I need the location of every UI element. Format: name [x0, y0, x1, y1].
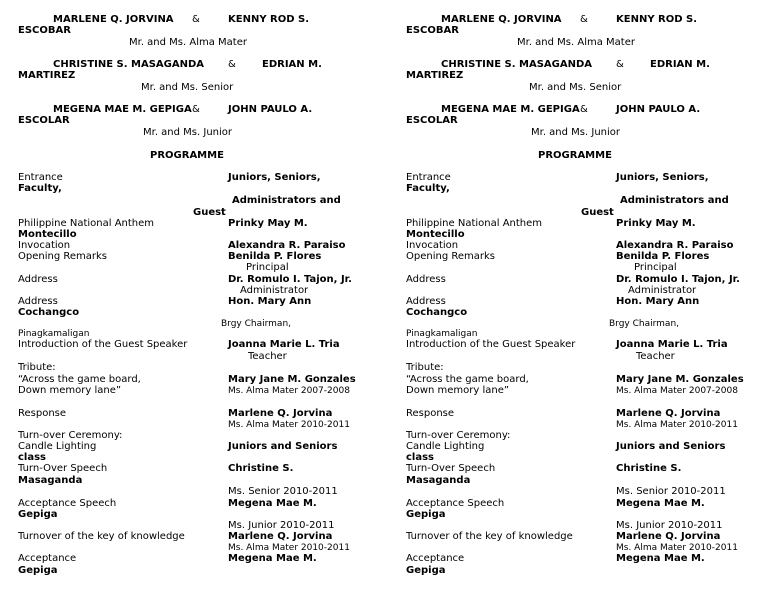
program-opening-role: Principal [246, 262, 289, 273]
program-opening: Opening Remarks [18, 251, 107, 262]
program-key-who: Marlene Q. Jorvina [228, 531, 333, 542]
program-address-1: Address [406, 274, 446, 285]
couple-3-title: Mr. and Ms. Junior [143, 127, 232, 138]
couple-3-amp: & [192, 104, 200, 115]
program-turnover-speech-who: Christine S. [616, 463, 682, 474]
program-turnover: Turn-over Ceremony: [406, 430, 511, 441]
program-address-2: Address [406, 296, 446, 307]
program-anthem-who: Prinky May M. [228, 218, 308, 229]
program-acceptance-1-who-last: Gepiga [406, 509, 446, 520]
program-address-2-who: Hon. Mary Ann [228, 296, 312, 307]
program-key-who: Marlene Q. Jorvina [616, 531, 721, 542]
program-entrance: Entrance [18, 172, 63, 183]
couple-3-title: Mr. and Ms. Junior [531, 127, 620, 138]
program-anthem: Philippine National Anthem [406, 218, 543, 229]
couple-2-name-b: EDRIAN M. [262, 59, 322, 70]
program-class: class [18, 452, 47, 463]
program-response: Response [406, 408, 455, 419]
program-entrance: Entrance [406, 172, 451, 183]
program-tribute: Tribute: [406, 362, 444, 373]
program-pinagkamaligan: Pinagkamaligan [406, 329, 478, 339]
couple-3-name-b: JOHN PAULO A. [616, 104, 701, 115]
program-turnover-speech: Turn-Over Speech [406, 463, 496, 474]
program-faculty: Faculty, [406, 183, 450, 194]
program-tribute-line-2: Down memory lane” [18, 385, 122, 396]
program-class: class [406, 452, 435, 463]
program-invocation: Invocation [406, 240, 459, 251]
program-turnover-speech-role: Ms. Senior 2010-2011 [616, 486, 726, 497]
program-anthem-who-last: Montecillo [406, 229, 465, 240]
program-tribute-who: Mary Jane M. Gonzales [228, 374, 356, 385]
program-intro-guest-role: Teacher [248, 351, 287, 362]
couple-1-name-b-last: ESCOBAR [406, 25, 459, 36]
program-intro-guest: Introduction of the Guest Speaker [18, 339, 188, 350]
couple-3-name-a: MEGENA MAE M. GEPIGA [53, 104, 192, 115]
program-guest: Guest [193, 207, 226, 218]
program-opening-role: Principal [634, 262, 677, 273]
couple-1-title: Mr. and Ms. Alma Mater [129, 37, 247, 48]
program-acceptance-2: Acceptance [18, 553, 77, 564]
couple-3-name-a: MEGENA MAE M. GEPIGA [441, 104, 580, 115]
program-acceptance-2-who: Megena Mae M. [616, 553, 705, 564]
program-acceptance-1-who-last: Gepiga [18, 509, 58, 520]
program-tribute-role: Ms. Alma Mater 2007-2008 [228, 386, 350, 396]
program-address-2-role: Brgy Chairman, [221, 319, 292, 329]
program-response-who: Marlene Q. Jorvina [616, 408, 721, 419]
program-candle: Candle Lighting [406, 441, 485, 452]
couple-3-name-b-last: ESCOLAR [406, 115, 458, 126]
program-tribute-who: Mary Jane M. Gonzales [616, 374, 744, 385]
program-entrance-who: Juniors, Seniors, [616, 172, 709, 183]
program-key-role: Ms. Alma Mater 2010-2011 [616, 543, 738, 553]
program-faculty: Faculty, [18, 183, 62, 194]
program-acceptance-1-role: Ms. Junior 2010-2011 [228, 520, 335, 531]
program-acceptance-1: Acceptance Speech [406, 498, 505, 509]
program-invocation-who: Alexandra R. Paraiso [616, 240, 734, 251]
program-acceptance-2-who-last: Gepiga [18, 565, 58, 576]
program-intro-guest-role: Teacher [636, 351, 675, 362]
program-acceptance-2-who: Megena Mae M. [228, 553, 317, 564]
couple-2-name-a: CHRISTINE S. MASAGANDA [53, 59, 205, 70]
program-admins: Administrators and [620, 195, 729, 206]
program-page-left [0, 0, 380, 594]
program-key-role: Ms. Alma Mater 2010-2011 [228, 543, 350, 553]
program-tribute: Tribute: [18, 362, 56, 373]
program-invocation-who: Alexandra R. Paraiso [228, 240, 346, 251]
program-candle: Candle Lighting [18, 441, 97, 452]
program-address-2: Address [18, 296, 58, 307]
program-invocation: Invocation [18, 240, 71, 251]
couple-2-name-b: EDRIAN M. [650, 59, 710, 70]
couple-1-title: Mr. and Ms. Alma Mater [517, 37, 635, 48]
program-candle-who: Juniors and Seniors [228, 441, 338, 452]
program-address-1-who: Dr. Romulo I. Tajon, Jr. [228, 274, 352, 285]
program-response: Response [18, 408, 67, 419]
couple-1-amp: & [580, 14, 588, 25]
program-tribute-line-2: Down memory lane” [406, 385, 510, 396]
programme-heading: PROGRAMME [150, 150, 224, 161]
program-acceptance-1-role: Ms. Junior 2010-2011 [616, 520, 723, 531]
program-address-1-role: Administrator [240, 285, 309, 296]
program-key: Turnover of the key of knowledge [18, 531, 185, 542]
program-opening-who: Benilda P. Flores [228, 251, 322, 262]
program-tribute-line-1: “Across the game board, [18, 374, 141, 385]
program-acceptance-1-who: Megena Mae M. [616, 498, 705, 509]
program-address-2-who: Hon. Mary Ann [616, 296, 700, 307]
program-response-who: Marlene Q. Jorvina [228, 408, 333, 419]
program-turnover-speech-role: Ms. Senior 2010-2011 [228, 486, 338, 497]
couple-1-name-b: KENNY ROD S. [616, 14, 698, 25]
program-acceptance-2-who-last: Gepiga [406, 565, 446, 576]
couple-1-name-b-last: ESCOBAR [18, 25, 71, 36]
program-candle-who: Juniors and Seniors [616, 441, 726, 452]
program-acceptance-2: Acceptance [406, 553, 465, 564]
program-response-role: Ms. Alma Mater 2010-2011 [228, 420, 350, 430]
couple-2-name-a: CHRISTINE S. MASAGANDA [441, 59, 593, 70]
program-key: Turnover of the key of knowledge [406, 531, 573, 542]
couple-3-name-b: JOHN PAULO A. [228, 104, 313, 115]
couple-1-name-a: MARLENE Q. JORVINA [441, 14, 562, 25]
program-response-role: Ms. Alma Mater 2010-2011 [616, 420, 738, 430]
couple-2-title: Mr. and Ms. Senior [141, 82, 234, 93]
program-address-2-who-last: Cochangco [406, 307, 468, 318]
program-entrance-who: Juniors, Seniors, [228, 172, 321, 183]
program-opening: Opening Remarks [406, 251, 495, 262]
program-turnover-speech-who-last: Masaganda [18, 475, 83, 486]
program-intro-guest-who: Joanna Marie L. Tria [228, 339, 340, 350]
program-pinagkamaligan: Pinagkamaligan [18, 329, 90, 339]
program-anthem: Philippine National Anthem [18, 218, 155, 229]
program-intro-guest: Introduction of the Guest Speaker [406, 339, 576, 350]
program-anthem-who: Prinky May M. [616, 218, 696, 229]
program-turnover-speech-who-last: Masaganda [406, 475, 471, 486]
program-intro-guest-who: Joanna Marie L. Tria [616, 339, 728, 350]
couple-2-amp: & [228, 59, 236, 70]
program-opening-who: Benilda P. Flores [616, 251, 710, 262]
programme-heading: PROGRAMME [538, 150, 612, 161]
program-tribute-line-1: “Across the game board, [406, 374, 529, 385]
couple-2-title: Mr. and Ms. Senior [529, 82, 622, 93]
program-turnover-speech: Turn-Over Speech [18, 463, 108, 474]
program-turnover: Turn-over Ceremony: [18, 430, 123, 441]
couple-2-amp: & [616, 59, 624, 70]
program-address-1-role: Administrator [628, 285, 697, 296]
program-address-2-role: Brgy Chairman, [609, 319, 680, 329]
program-address-1: Address [18, 274, 58, 285]
program-turnover-speech-who: Christine S. [228, 463, 294, 474]
couple-1-name-b: KENNY ROD S. [228, 14, 310, 25]
couple-2-name-b-last: MARTIREZ [18, 70, 76, 81]
program-acceptance-1-who: Megena Mae M. [228, 498, 317, 509]
program-address-2-who-last: Cochangco [18, 307, 80, 318]
couple-1-name-a: MARLENE Q. JORVINA [53, 14, 174, 25]
program-acceptance-1: Acceptance Speech [18, 498, 117, 509]
program-guest: Guest [581, 207, 614, 218]
couple-3-amp: & [580, 104, 588, 115]
couple-1-amp: & [192, 14, 200, 25]
program-page-right [388, 0, 768, 594]
program-anthem-who-last: Montecillo [18, 229, 77, 240]
couple-3-name-b-last: ESCOLAR [18, 115, 70, 126]
program-admins: Administrators and [232, 195, 341, 206]
program-address-1-who: Dr. Romulo I. Tajon, Jr. [616, 274, 740, 285]
program-tribute-role: Ms. Alma Mater 2007-2008 [616, 386, 738, 396]
couple-2-name-b-last: MARTIREZ [406, 70, 464, 81]
